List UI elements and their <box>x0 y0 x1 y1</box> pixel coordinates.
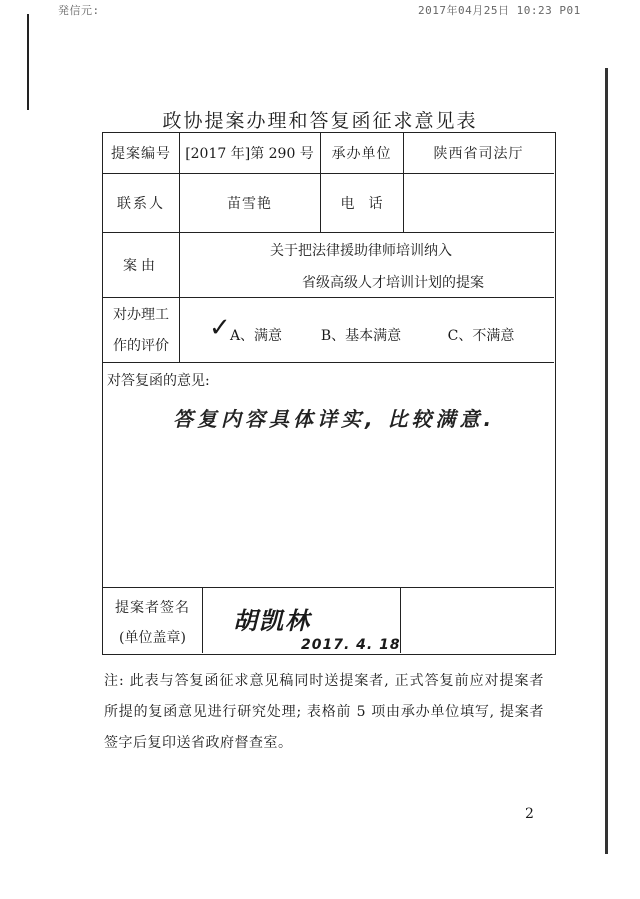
feedback-form-table <box>102 132 556 655</box>
check-mark-icon: ✓ <box>209 313 231 343</box>
form-title: 政协提案办理和答复函征求意见表 <box>162 110 478 132</box>
seal-label: (单位盖章) <box>119 630 186 646</box>
evaluation-label-line-2: 作的评价 <box>113 338 169 354</box>
evaluation-label-line-1: 对办理工 <box>113 307 169 323</box>
handling-unit-label: 承办单位 <box>331 146 392 162</box>
col-divider <box>202 587 203 653</box>
handwritten-signature: 胡凯林 <box>233 607 311 635</box>
scan-edge-right <box>605 68 608 854</box>
row-divider <box>103 297 554 298</box>
scan-edge-left <box>27 14 29 110</box>
opinion-handwritten-text: 答复内容具体详实, 比较满意. <box>173 407 496 431</box>
option-b-basically-satisfied: B、基本满意 <box>320 328 402 344</box>
subject-label: 案由 <box>123 257 159 274</box>
phone-value <box>403 173 554 232</box>
handling-unit-value: 陕西省司法厅 <box>433 146 524 162</box>
row-divider <box>103 587 554 588</box>
phone-label: 电 话 <box>340 195 383 212</box>
fax-timestamp: 2017年04月25日 10:23 P01 <box>418 4 581 17</box>
proposal-number-value: [2017 年]第 290 号 <box>185 146 314 162</box>
contact-label: 联系人 <box>117 195 165 212</box>
footnote: 注: 此表与答复函征求意见稿同时送提案者, 正式答复前应对提案者所提的复函意见进行研究处理; 表格前 5 项由承办单位填写, 提案者签字后复印送省政府督查室。 <box>104 673 544 751</box>
signature-date: 2017. 4. 18 <box>301 637 401 653</box>
contact-value: 苗雪艳 <box>227 195 272 212</box>
signer-label: 提案者签名 <box>115 600 190 616</box>
fax-sender: 発信元: <box>58 4 100 17</box>
proposal-number-label: 提案编号 <box>111 146 171 162</box>
page-number: 2 <box>525 806 534 822</box>
option-a-satisfied: A、满意 <box>229 328 283 344</box>
opinion-label: 对答复函的意见: <box>107 373 210 389</box>
subject-line-2: 省级高级人才培训计划的提案 <box>302 275 484 291</box>
option-c-not-satisfied: C、不满意 <box>447 328 515 344</box>
subject-line-1: 关于把法律援助律师培训纳入 <box>270 243 452 259</box>
row-divider <box>103 362 554 363</box>
